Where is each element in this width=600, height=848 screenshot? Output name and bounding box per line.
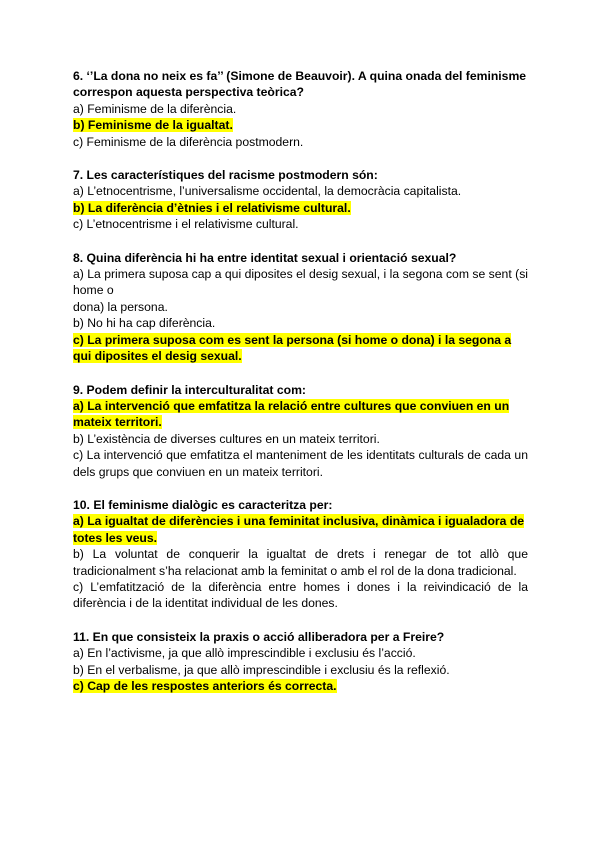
question-title: 9. Podem definir la interculturalitat com: (73, 382, 306, 397)
correct-answer: c) La primera suposa com es sent la persona (si home o dona) i la segona a qui diposites el desig sexual. (73, 332, 512, 364)
question-title: 7. Les característiques del racisme postmodern són: (73, 168, 378, 183)
answer-option: c) L’etnocentrisme i el relativisme cultural. (73, 217, 299, 232)
question-title: 11. En que consisteix la praxis o acció alliberadora per a Freire? (73, 629, 445, 644)
answer-option: a) En l’activisme, ja que allò imprescindible i exclusiu és l’acció. (73, 646, 416, 661)
correct-answer: a) La igualtat de diferències i una feminitat inclusiva, dinàmica i igualadora de totes les veus. (73, 514, 525, 545)
answer-option: a) L’etnocentrisme, l’universalisme occidental, la democràcia capitalista. (73, 184, 462, 199)
answer-option: b) L’existència de diverses cultures en un mateix territori. (73, 431, 380, 446)
question-title: 10. El feminisme dialògic es caracteritza per: (73, 497, 333, 512)
answer-option: dona) la persona. (73, 299, 168, 314)
answer-option: a) La primera suposa cap a qui diposites el desig sexual, i la segona com se sent (si home o (73, 267, 528, 298)
answer-option: b) La voluntat de conquerir la igualtat de drets i renegar de tot allò que tradicionalment s’ha relacionat amb la feminitat o amb el rol de la dona tradicional. (73, 547, 528, 578)
correct-answer: b) Feminisme de la igualtat. (73, 118, 233, 133)
correct-answer: a) La intervenció que emfatitza la relació entre cultures que conviuen en un mateix territori. (73, 398, 510, 430)
answer-option: c) L’emfatització de la diferència entre homes i dones i la reivindicació de la diferència i de la identitat individual de les dones. (73, 579, 528, 611)
answer-option: c) La intervenció que emfatitza el manteniment de les identitats culturals de cada un dels grups que conviuen en un mateix territori. (73, 448, 528, 479)
correct-answer: c) Cap de les respostes anteriors és correcta. (73, 679, 337, 693)
correct-answer: b) La diferència d’ètnies i el relativisme cultural. (73, 200, 351, 215)
question-title: 8. Quina diferència hi ha entre identitat sexual i orientació sexual? (73, 250, 457, 265)
question-block (73, 167, 528, 233)
answer-option: a) Feminisme de la diferència. (73, 101, 237, 116)
answer-option: c) Feminisme de la diferència postmodern. (73, 134, 304, 149)
question-title: 6. ‘’La dona no neix es fa’’ (Simone de Beauvoir). A quina onada del feminisme correspon aquesta perspectiva teòrica? (73, 69, 527, 100)
question-block (73, 250, 528, 365)
document-page (73, 68, 528, 711)
question-block (73, 68, 528, 150)
answer-option: b) En el verbalisme, ja que allò imprescindible i exclusiu és la reflexió. (73, 662, 450, 677)
question-block (73, 382, 528, 480)
question-block (73, 497, 528, 612)
answer-option: b) No hi ha cap diferència. (73, 316, 216, 331)
question-block (73, 629, 528, 695)
